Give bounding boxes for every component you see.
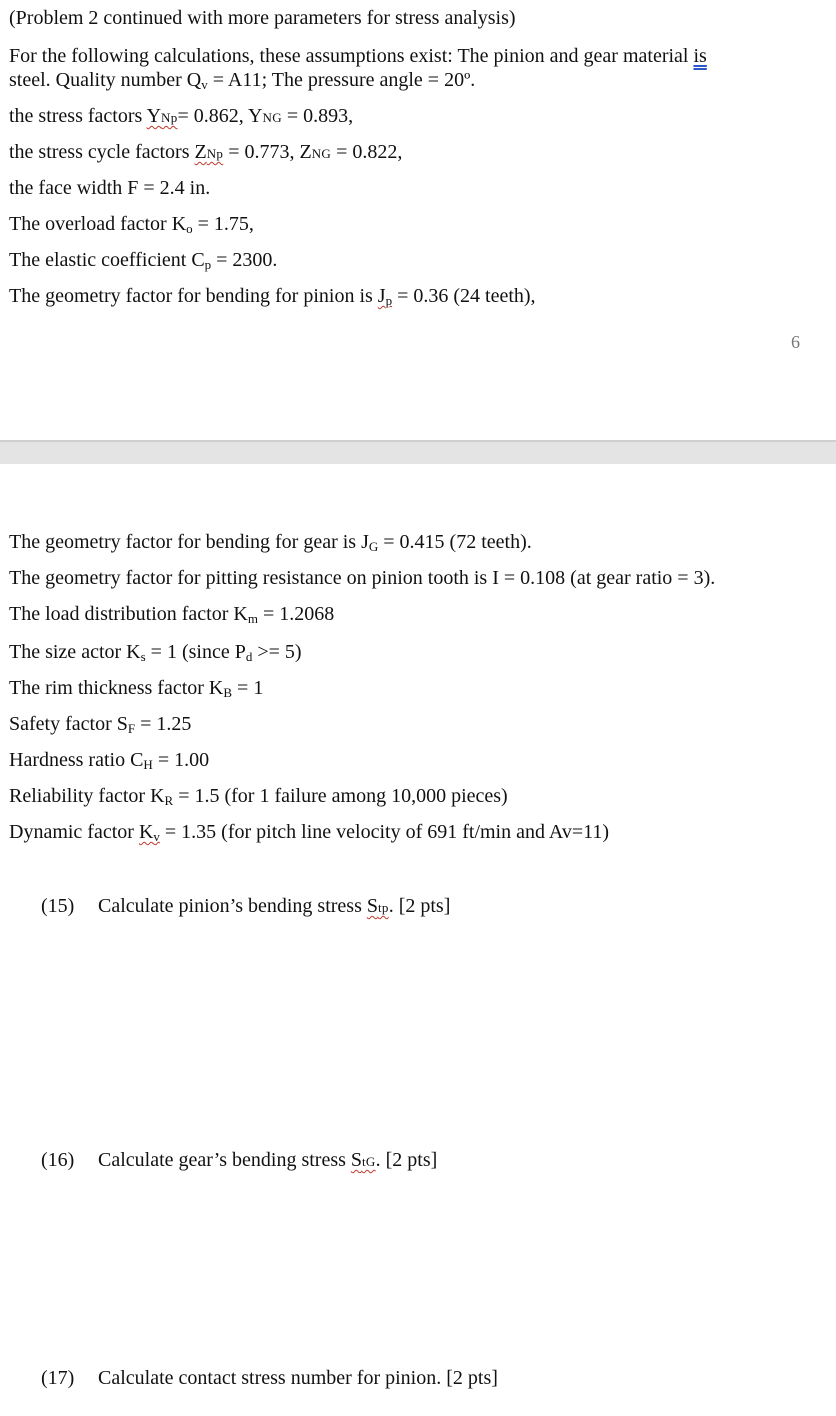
face-width-line: the face width F = 2.4 in. [9, 177, 211, 199]
document-page-1 [0, 0, 836, 440]
overload-factor-line: The overload factor Ko = 1.75, [9, 213, 254, 236]
assumptions-line-1: For the following calculations, these assumptions exist: The pinion and gear material is [9, 45, 707, 67]
question-17: (17) Calculate contact stress number for pinion. [2 pts] [41, 1367, 498, 1389]
reliability-factor-line: Reliability factor KR = 1.5 (for 1 failure among 10,000 pieces) [9, 785, 508, 808]
document-page-2 [0, 464, 836, 1416]
load-distribution-line: The load distribution factor Km = 1.2068 [9, 603, 335, 626]
question-16: (16) Calculate gear’s bending stress StG. [2 pts] [41, 1149, 438, 1171]
assumptions-line-2: steel. Quality number Qv = A11; The pressure angle = 20º. [9, 69, 476, 92]
size-factor-line: The size actor Ks = 1 (since Pd >= 5) [9, 641, 302, 664]
question-15: (15) Calculate pinion’s bending stress Stp. [2 pts] [41, 895, 451, 917]
dynamic-factor-line: Dynamic factor Kv = 1.35 (for pitch line velocity of 691 ft/min and Av=11) [9, 821, 610, 844]
page-number: 6 [791, 332, 800, 352]
problem-heading: (Problem 2 continued with more parameters for stress analysis) [9, 7, 516, 29]
pitting-resistance-line: The geometry factor for pitting resistance on pinion tooth is I = 0.108 (at gear ratio = 3). [9, 567, 716, 589]
grammar-flag: is [693, 45, 707, 67]
hardness-ratio-line: Hardness ratio CH = 1.00 [9, 749, 210, 772]
geometry-pinion-line: The geometry factor for bending for pinion is Jp = 0.36 (24 teeth), [9, 285, 536, 308]
geometry-gear-line: The geometry factor for bending for gear is JG = 0.415 (72 teeth). [9, 531, 532, 554]
stress-cycle-line: the stress cycle factors ZNp = 0.773, ZNG = 0.822, [9, 141, 403, 163]
safety-factor-line: Safety factor SF = 1.25 [9, 713, 192, 736]
page-break-divider [0, 440, 836, 464]
stress-factors-line: the stress factors YNp= 0.862, YNG = 0.893, [9, 105, 354, 127]
elastic-coefficient-line: The elastic coefficient Cp = 2300. [9, 249, 278, 272]
rim-thickness-line: The rim thickness factor KB = 1 [9, 677, 264, 700]
